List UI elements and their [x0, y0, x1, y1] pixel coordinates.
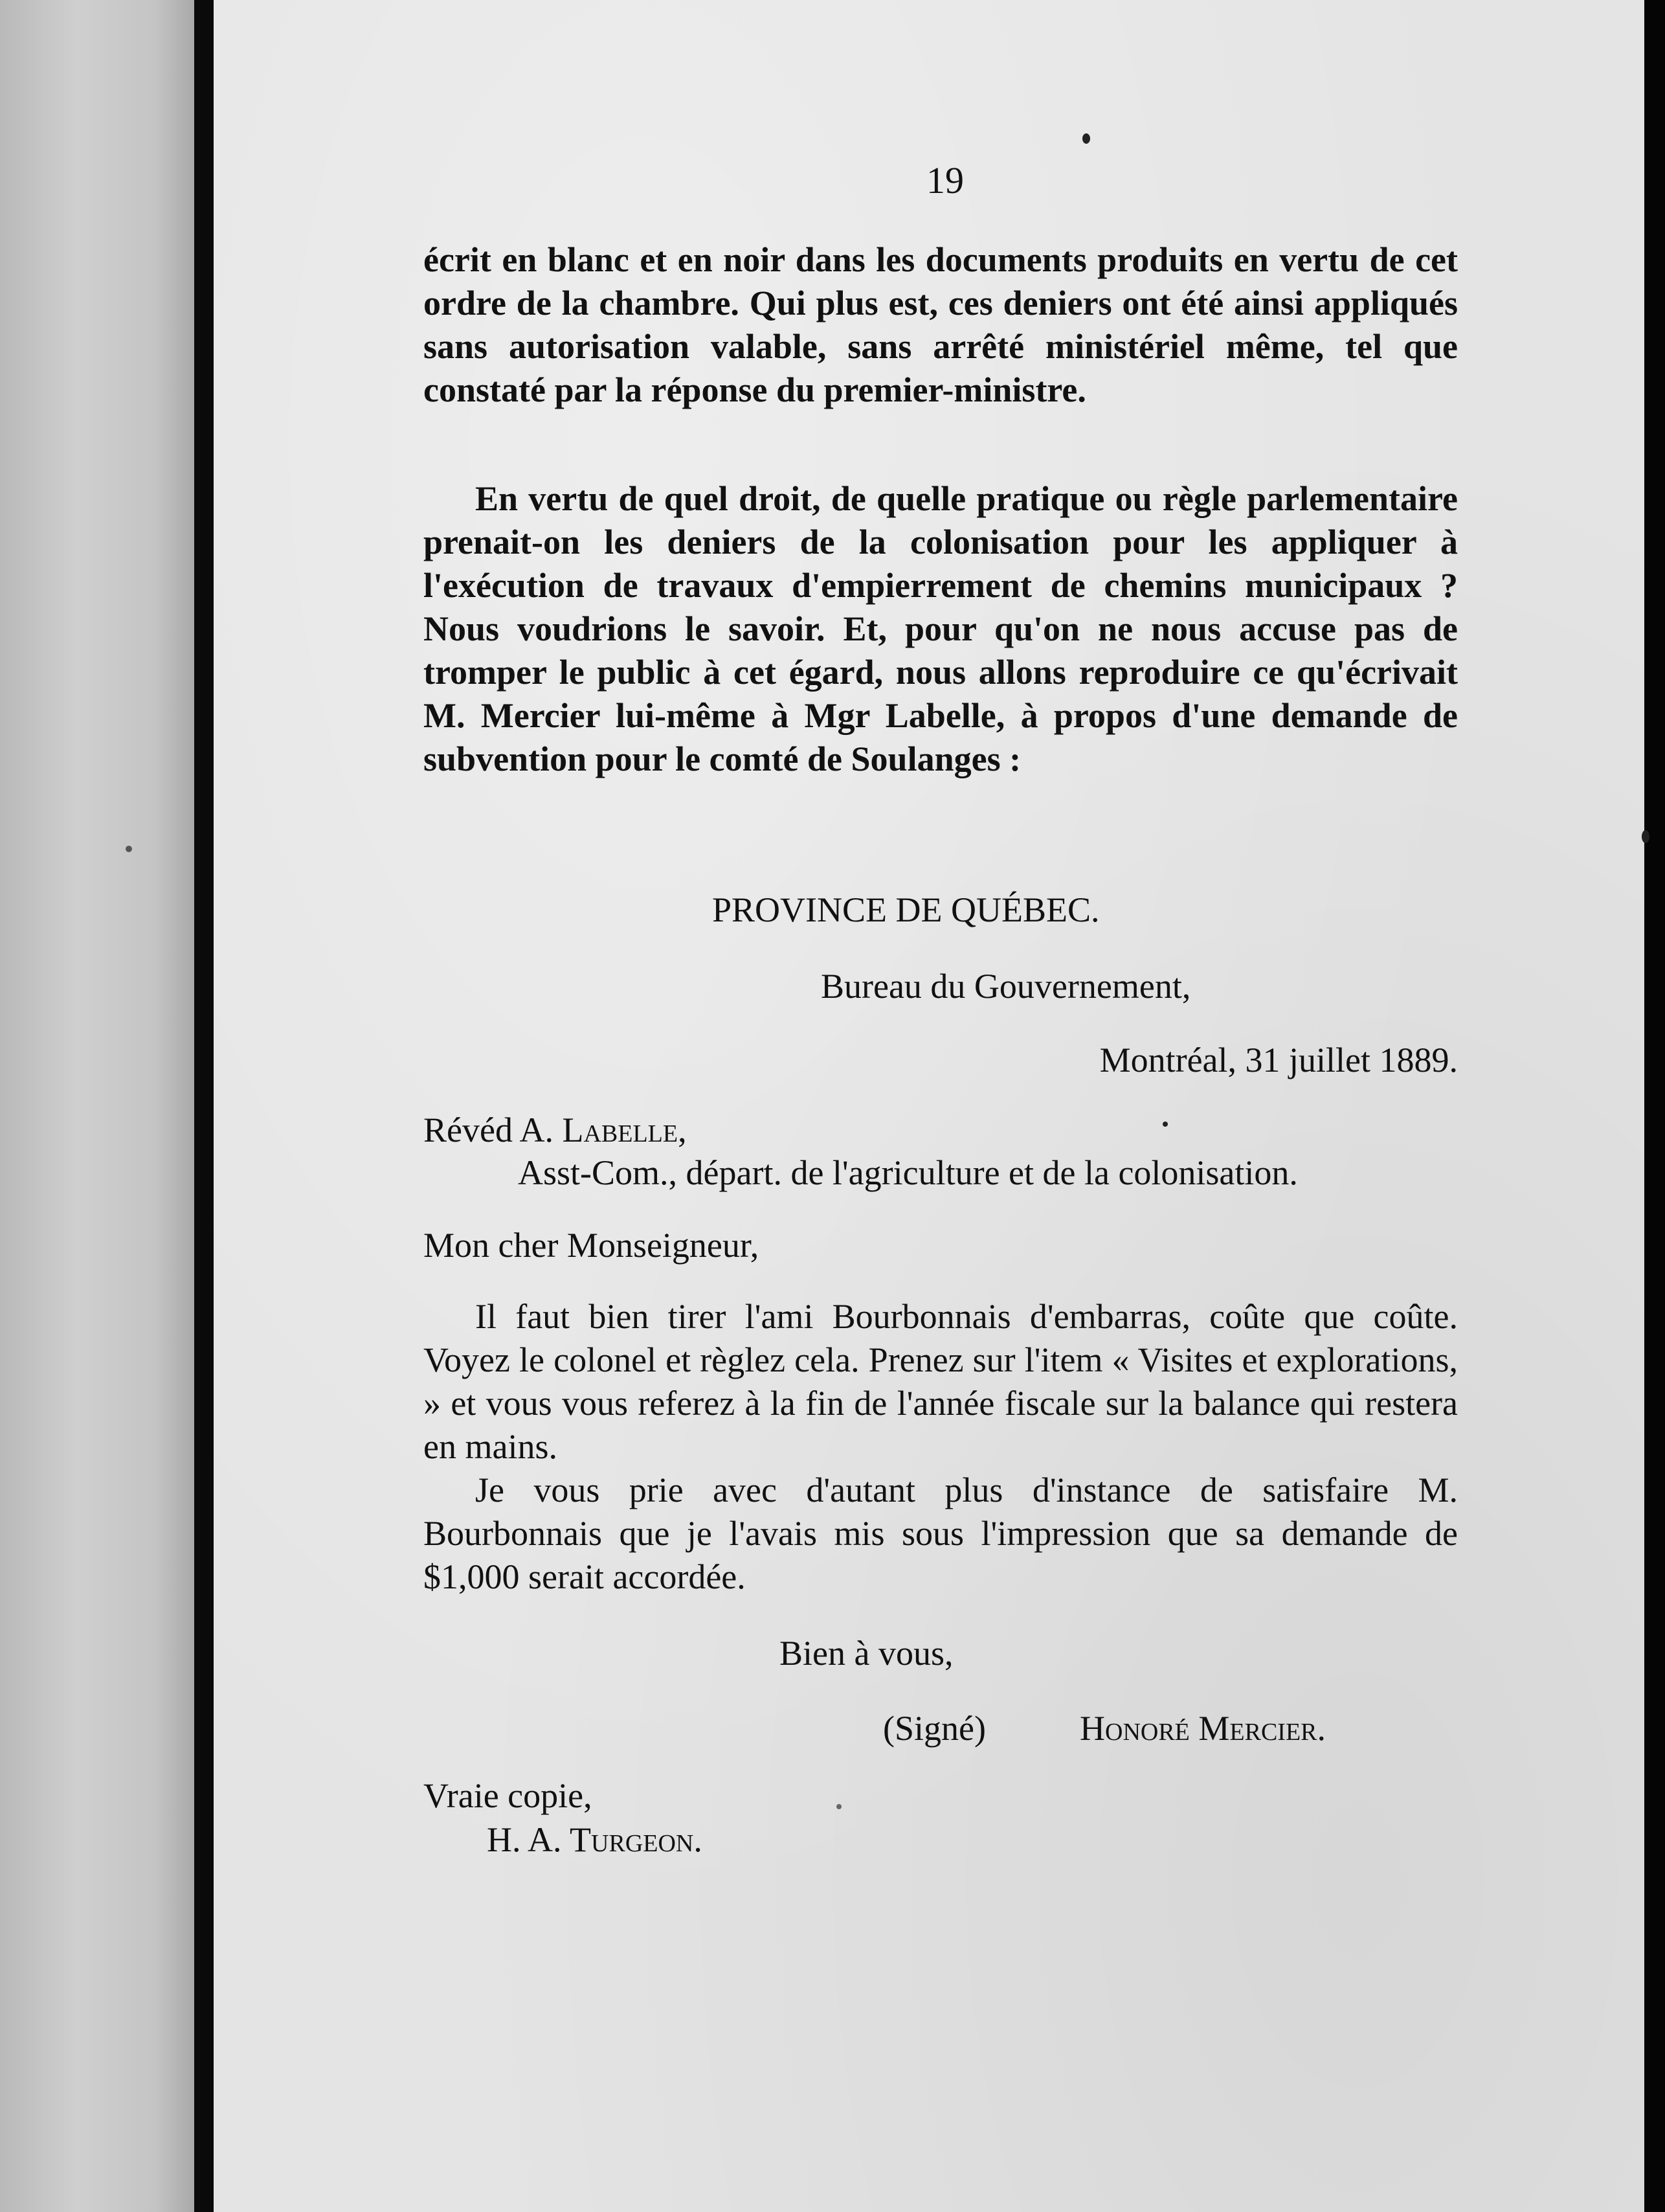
recipient-prefix: Révéd A.	[423, 1111, 563, 1149]
binding-gutter	[194, 0, 214, 2212]
previous-page-edge	[0, 0, 194, 2212]
signature-name: Honoré Mercier.	[1080, 1709, 1326, 1748]
letter-place-date: Montréal, 31 juillet 1889.	[1099, 1041, 1458, 1079]
ink-speck	[1163, 1122, 1168, 1127]
paragraph-2: En vertu de quel droit, de quelle pratique ou règle parlementaire prenait-on les deniers de la colonisation pour les appliquer à l'exécution de travaux d'empierrement de chemins municipaux ? Nous voudrions le savoir. Et, pour qu'on ne nous accuse pas de tromper le public à cet égard, nous allons reproduire ce qu'écrivait M. Mercier lui-même à Mgr Labelle, à propos d'une demande de subvention pour le comté de Soulanges :	[423, 479, 1458, 778]
letter-recipient-title: Asst-Com., départ. de l'agriculture et de la colonisation.	[518, 1153, 1298, 1192]
recipient-name: Labelle,	[562, 1111, 687, 1149]
scan-border	[1644, 0, 1665, 2212]
signed-label: (Signé)	[883, 1709, 986, 1748]
letter-body-1: Il faut bien tirer l'ami Bourbonnais d'embarras, coûte que coûte. Voyez le colonel et règlez cela. Prenez sur l'item « Visites et explorations, » et vous vous referez à la fin de l'année fiscale sur la balance qui restera en mains.	[423, 1297, 1458, 1466]
ink-speck	[126, 846, 132, 852]
certification-line-1: Vraie copie,	[423, 1776, 592, 1815]
paragraph-1: écrit en blanc et en noir dans les documents produits en vertu de cet ordre de la chambre. Qui plus est, ces deniers ont été ainsi appliqués sans autorisation valable, sans arrêté ministériel même, tel que constaté par la réponse du premier-ministre.	[423, 240, 1458, 409]
letter-closing: Bien à vous,	[779, 1634, 954, 1673]
letter-body-2: Je vous prie avec d'autant plus d'instance de satisfaire M. Bourbonnais que je l'avais mis sous l'impression que sa demande de $1,000 serait accordée.	[423, 1471, 1458, 1596]
ink-speck	[836, 1804, 842, 1809]
letter-office: Bureau du Gouvernement,	[821, 967, 1191, 1006]
page-number: 19	[926, 159, 964, 201]
letter-recipient	[423, 1109, 687, 1152]
ink-speck	[1082, 133, 1090, 144]
letter-salutation: Mon cher Monseigneur,	[423, 1226, 759, 1265]
letter-heading: PROVINCE DE QUÉBEC.	[712, 890, 1100, 929]
certification-line-2: H. A. Turgeon.	[487, 1820, 702, 1859]
ink-speck	[1642, 830, 1649, 843]
